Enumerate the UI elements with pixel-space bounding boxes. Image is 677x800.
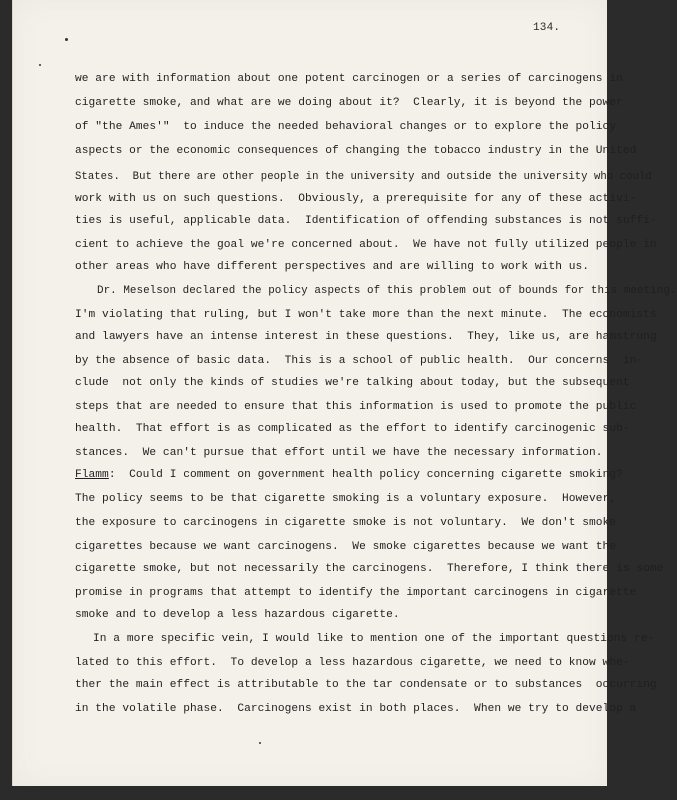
stray-mark — [39, 64, 41, 66]
text-line: cigarette smoke, and what are we doing about it? Clearly, it is beyond the power — [75, 97, 623, 109]
text-line: smoke and to develop a less hazardous cigarette. — [75, 609, 400, 621]
text-line: I'm violating that ruling, but I won't take more than the next minute. The economists — [75, 309, 657, 321]
speaker-line — [75, 468, 623, 482]
punch-mark — [65, 38, 68, 41]
document-page — [12, 0, 677, 786]
text-line: In a more specific vein, I would like to mention one of the important questions re- — [93, 633, 655, 645]
text-line: cigarette smoke, but not necessarily the carcinogens. Therefore, I think there is some — [75, 563, 664, 575]
text-line: aspects or the economic consequences of changing the tobacco industry in the United — [75, 145, 637, 157]
text-line: States. But there are other people in the university and outside the university who could — [75, 171, 652, 183]
speaker-name: Flamm — [75, 469, 109, 481]
stray-mark — [259, 742, 261, 744]
text-line: lated to this effort. To develop a less hazardous cigarette, we need to know whe- — [75, 657, 630, 669]
text-line: clude not only the kinds of studies we're talking about today, but the subsequent — [75, 377, 630, 389]
text-line: in the volatile phase. Carcinogens exist in both places. When we try to develop a — [75, 703, 637, 715]
text-line: cigarettes because we want carcinogens. We smoke cigarettes because we want the — [75, 541, 617, 553]
text-line: by the absence of basic data. This is a school of public health. Our concerns in- — [75, 355, 644, 367]
text-line: the exposure to carcinogens in cigarette smoke is not voluntary. We don't smoke — [75, 517, 617, 529]
text-line: of "the Ames'" to induce the needed behavioral changes or to explore the policy — [75, 121, 617, 133]
text-line: The policy seems to be that cigarette smoking is a voluntary exposure. However, — [75, 493, 617, 505]
text-line: we are with information about one potent carcinogen or a series of carcinogens in — [75, 73, 623, 85]
text-line: Dr. Meselson declared the policy aspects of this problem out of bounds for this meeting. — [97, 285, 677, 297]
speaker-colon: : — [108, 469, 130, 481]
text-line: steps that are needed to ensure that this information is used to promote the public — [75, 401, 637, 413]
page-number: 134. — [533, 22, 561, 34]
text-line: other areas who have different perspectives and are willing to work with us. — [75, 261, 590, 273]
text-line: and lawyers have an intense interest in these questions. They, like us, are hamstrung — [75, 331, 657, 343]
text-line: ties is useful, applicable data. Identification of offending substances is not suffi- — [75, 215, 657, 227]
text-line: health. That effort is as complicated as the effort to identify carcinogenic sub- — [75, 423, 630, 435]
text-line: Could I comment on government health policy concerning cigarette smoking? — [129, 469, 623, 481]
text-line: ther the main effect is attributable to the tar condensate or to substances occurring — [75, 679, 657, 691]
text-line: promise in programs that attempt to identify the important carcinogens in cigarette — [75, 587, 637, 599]
text-line: stances. We can't pursue that effort until we have the necessary information. — [75, 447, 603, 459]
text-line: cient to achieve the goal we're concerned about. We have not fully utilized people in — [75, 239, 657, 251]
text-line: work with us on such questions. Obviously, a prerequisite for any of these activi- — [75, 193, 637, 205]
